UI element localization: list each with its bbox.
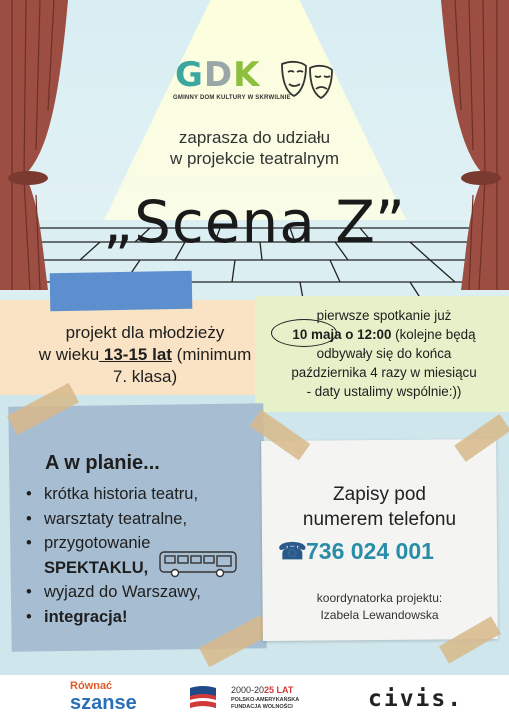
logo-subtitle: GMINNY DOM KULTURY W SKRWILNIE [173, 95, 291, 101]
bus-icon [158, 550, 240, 578]
pafw-name: POLSKO-AMERYKAŃSKA FUNDACJA WOLNOŚCI [231, 697, 300, 710]
phone-icon: ☎ [278, 538, 307, 564]
meeting-time: o 12:00 [341, 327, 392, 342]
meeting-line-4: października 4 razy w miesiącu [291, 365, 477, 380]
signup-text [262, 482, 497, 532]
phone-number[interactable] [278, 538, 498, 565]
list-item: SPEKTAKLU, [44, 558, 149, 577]
meeting-line-1: pierwsze spotkanie już [316, 308, 452, 323]
invite-line-1: zaprasza do udziału [178, 128, 331, 147]
signup-line-2: numerem telefonu [302, 509, 457, 530]
gdk-logo: GDK [175, 55, 261, 95]
rownac-szanse-logo-top: Równać [70, 680, 113, 692]
meeting-info [262, 306, 506, 401]
signup-line-1: Zapisy pod [333, 484, 426, 505]
blue-tape [50, 271, 193, 311]
project-line-2: w wieku 13-15 lat (minimum [38, 345, 252, 364]
project-info [0, 322, 290, 388]
invitation-text [0, 127, 509, 169]
list-item: • warsztaty teatralne, [26, 509, 188, 528]
event-title: „Scena Z” [103, 188, 406, 256]
list-item: • przygotowanie [26, 534, 151, 552]
meeting-date: 10 maja [292, 327, 342, 342]
phone-number-text: 736 024 001 [306, 538, 434, 564]
project-line-1: projekt dla młodzieży [65, 323, 225, 342]
coordinator-info [262, 590, 497, 624]
invite-line-2: w projekcie teatralnym [169, 149, 340, 168]
list-item: • krótka historia teatru, [26, 485, 199, 503]
pafw-years: 2000-2025 LAT [231, 685, 294, 695]
meeting-line-2: 10 maja o 12:00 (kolejne będą [292, 327, 476, 342]
coordinator-label: koordynatorka projektu: [316, 591, 443, 605]
meeting-line-3: odbywały się do końca [316, 346, 452, 361]
civis-logo: civis. [368, 686, 464, 712]
list-item: • wyjazd do Warszawy, [26, 583, 201, 601]
list-item: • integracja! [26, 607, 128, 626]
age-range: 13-15 lat [99, 345, 172, 364]
rownac-szanse-logo-bottom: szanse [70, 692, 137, 714]
project-line-3: 7. klasa) [112, 367, 178, 386]
plan-title: A w planie... [45, 452, 160, 474]
pafw-flag-icon [188, 684, 218, 712]
meeting-line-5: - daty ustalimy wspólnie:)) [306, 384, 462, 399]
coordinator-name: Izabela Lewandowska [320, 608, 439, 622]
